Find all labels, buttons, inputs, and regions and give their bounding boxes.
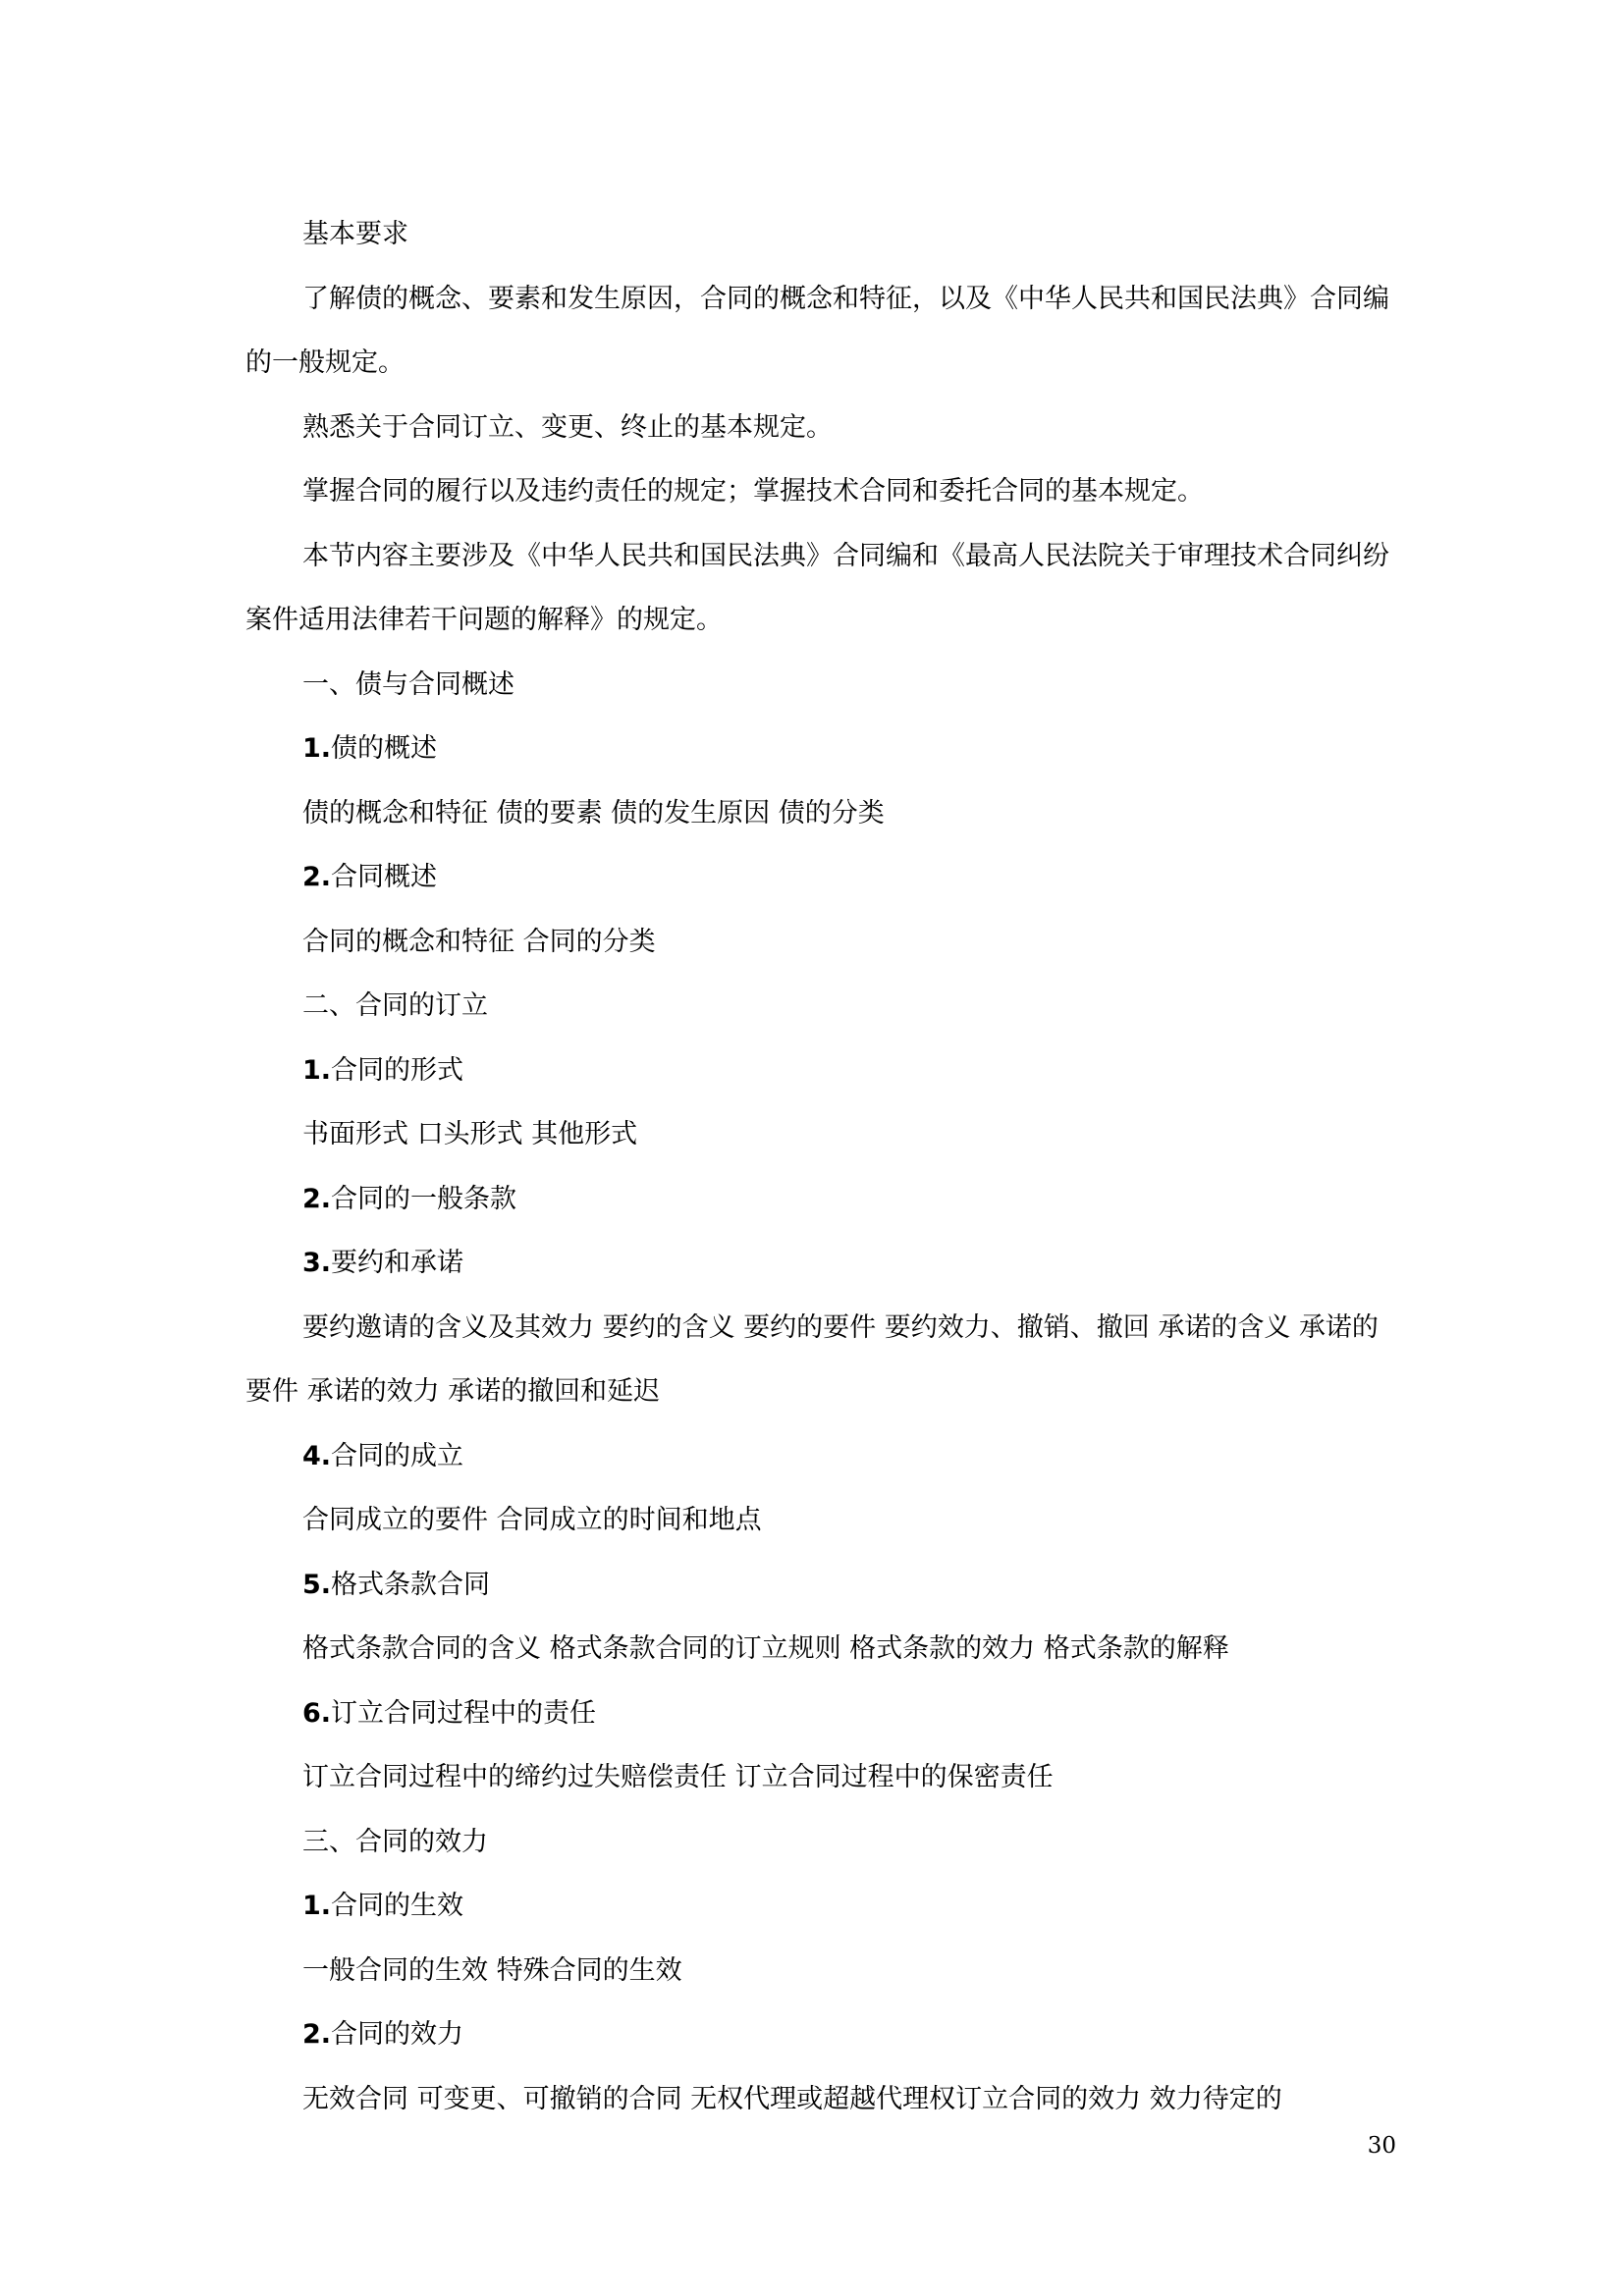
paragraph-text: 了解债的概念、要素和发生原因，合同的概念和特征，以及《中华人民共和国民法典》合同编的一般规定。 — [245, 283, 1389, 378]
subsection-heading — [245, 1553, 1399, 1618]
paragraph-text: 合同的概念和特征 合同的分类 — [302, 926, 656, 957]
subsection-number: 1. — [302, 1054, 332, 1086]
section-heading-text: 二、合同的订立 — [302, 990, 488, 1021]
paragraph — [245, 1617, 1399, 1682]
subsection-number: 2. — [302, 1183, 332, 1214]
subsection-heading — [245, 2002, 1399, 2067]
document-body — [245, 202, 1399, 2131]
paragraph-text: 债的概念和特征 债的要素 债的发生原因 债的分类 — [302, 797, 885, 828]
subsection-heading — [245, 1424, 1399, 1489]
paragraph — [245, 781, 1399, 846]
subsection-number: 3. — [302, 1248, 332, 1278]
subsection-title: 合同的成立 — [331, 1440, 464, 1471]
section-heading — [245, 974, 1399, 1039]
paragraph-text: 掌握合同的履行以及违约责任的规定；掌握技术合同和委托合同的基本规定。 — [302, 476, 1204, 507]
subsection-title: 要约和承诺 — [331, 1248, 464, 1278]
subsection-title: 合同的生效 — [331, 1891, 464, 1921]
paragraph — [245, 1745, 1399, 1810]
subsection-number: 1. — [302, 1891, 332, 1921]
section-heading-text: 三、合同的效力 — [302, 1826, 488, 1857]
subsection-number: 5. — [302, 1569, 332, 1600]
subsection-title: 债的概述 — [331, 733, 438, 764]
paragraph-text: 订立合同过程中的缔约过失赔偿责任 订立合同过程中的保密责任 — [302, 1762, 1054, 1792]
paragraph — [245, 459, 1399, 524]
paragraph — [245, 1939, 1399, 2003]
subsection-heading — [245, 1167, 1399, 1232]
subsection-number: 1. — [302, 733, 332, 764]
subsection-number: 2. — [302, 2019, 332, 2050]
subsection-heading — [245, 717, 1399, 781]
paragraph — [245, 396, 1399, 460]
paragraph — [245, 267, 1399, 396]
paragraph-text: 格式条款合同的含义 格式条款合同的订立规则 格式条款的效力 格式条款的解释 — [302, 1633, 1229, 1664]
paragraph — [245, 202, 1399, 267]
subsection-title: 订立合同过程中的责任 — [331, 1697, 597, 1729]
paragraph-text: 要约邀请的含义及其效力 要约的含义 要约的要件 要约效力、撤销、撤回 承诺的含义 承诺的要件 承诺的效力 承诺的撤回和延迟 — [245, 1311, 1379, 1407]
section-heading-text: 一、债与合同概述 — [302, 668, 514, 700]
paragraph — [245, 1296, 1399, 1424]
paragraph — [245, 1488, 1399, 1553]
subsection-heading — [245, 1874, 1399, 1939]
paragraph — [245, 910, 1399, 975]
paragraph-text: 无效合同 可变更、可撤销的合同 无权代理或超越代理权订立合同的效力 效力待定的 — [302, 2083, 1282, 2114]
subsection-number: 2. — [302, 862, 332, 892]
subsection-title: 合同的形式 — [331, 1054, 464, 1086]
subsection-title: 合同的效力 — [331, 2019, 464, 2050]
paragraph-text: 合同成立的要件 合同成立的时间和地点 — [302, 1505, 762, 1535]
section-heading — [245, 1810, 1399, 1875]
subsection-title: 合同概述 — [331, 862, 438, 892]
subsection-heading — [245, 1682, 1399, 1746]
subsection-heading — [245, 845, 1399, 910]
subsection-heading — [245, 1231, 1399, 1296]
paragraph-text: 书面形式 口头形式 其他形式 — [302, 1119, 638, 1149]
subsection-heading — [245, 1039, 1399, 1103]
subsection-title: 格式条款合同 — [331, 1569, 491, 1600]
subsection-number: 4. — [302, 1440, 332, 1471]
section-heading — [245, 653, 1399, 718]
page-number: 30 — [1367, 2133, 1396, 2159]
subsection-title: 合同的一般条款 — [331, 1183, 517, 1214]
paragraph — [245, 2067, 1399, 2132]
paragraph-text: 本节内容主要涉及《中华人民共和国民法典》合同编和《最高人民法院关于审理技术合同纠纷案件适用法律若干问题的解释》的规定。 — [245, 540, 1389, 635]
paragraph-text: 熟悉关于合同订立、变更、终止的基本规定。 — [302, 411, 833, 443]
paragraph — [245, 1102, 1399, 1167]
subsection-number: 6. — [302, 1697, 332, 1729]
paragraph — [245, 524, 1399, 653]
paragraph-text: 一般合同的生效 特殊合同的生效 — [302, 1954, 682, 1986]
paragraph-text: 基本要求 — [302, 219, 408, 249]
